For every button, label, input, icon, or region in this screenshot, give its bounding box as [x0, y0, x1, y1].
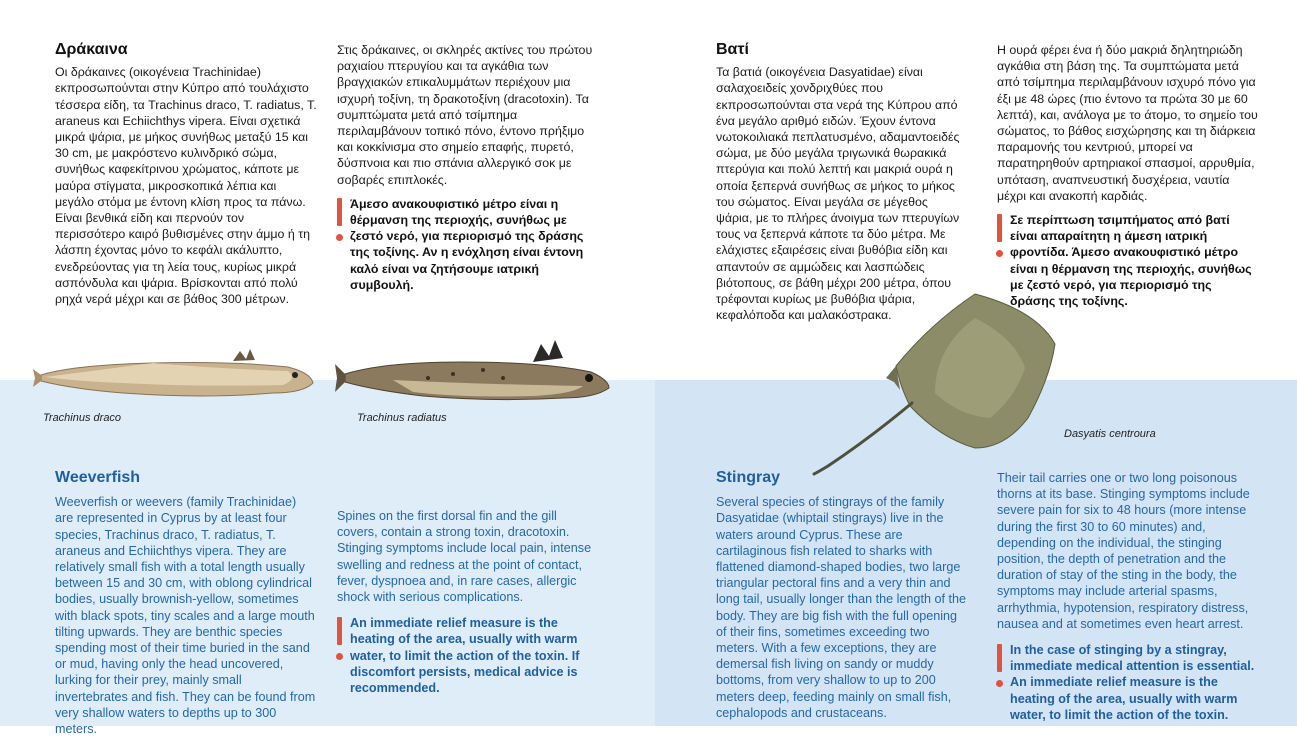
callout-bar — [337, 198, 342, 226]
weever-greek-paragraph-1: Οι δράκαινες (οικογένεια Trachinidae) εκπροσωπούνται στην Κύπρο από τουλάχιστο τέσσερα είδη, τα Trachinus draco, T. radiatus, T. araneus και Echiichthys vipera. Είναι σχετικά μικρά ψάρια, με μήκος συνήθως μεταξύ 15 και 30 cm, με μακρόστενο κυλινδρικό σώμα, συνήθως καφεκίτρινου χρώματος, κάποτε με μαύρα στίγματα, μικροσκοπικά λέπια και μεγάλο στόμα με έντονη κλίση προς τα πάνω. Είναι βενθικά είδη και περνούν τον περισσότερο καιρό βυθισμένες στην άμμο ή τη λάσπη έχοντας μόνο το κεφάλι ακάλυπτο, ενεδρεύοντας για τη λεία τους, κυρίως μικρά ασπόνδυλα και ψάρια. Βρίσκονται από πολύ ρηχά νερά μέχρι και σε βάθος 300 μέτρων. — [55, 65, 317, 307]
stingray-greek-column-1 — [716, 42, 964, 329]
weever-english-callout-text: An immediate relief measure is the heating of the area, usually with warm water, to limit the action of the toxin. If discomfort persists, medical advice is recommended. — [350, 616, 580, 696]
stingray-english-column-2 — [997, 470, 1259, 723]
stingray-english-callout — [997, 642, 1259, 723]
weever-greek-title: Δράκαινα — [55, 41, 128, 58]
weever-english-column-2 — [337, 508, 599, 696]
stingray-greek-callout-text: Σε περίπτωση τσιμπήματος από βατί είναι απαραίτητη η άμεση ιατρική φροντίδα. Άμεσο ανακουφιστικό μέτρο είναι η θέρμανση της περιοχής, συνήθως με ζεστό νερό, για περιορισμό της δράσης της τοξίνης. — [1010, 213, 1252, 309]
callout-dot — [996, 680, 1003, 687]
callout-dot — [996, 250, 1003, 257]
trachinus-draco-image — [33, 345, 318, 410]
stingray-english-paragraph-2: Their tail carries one or two long poisonous thorns at its base. Stinging symptoms include severe pain for six to 48 hours (more intense during the first 30 to 60 minutes) and, depending on the individual, the stinging position, the depth of penetration and the duration of stay of the sting in the body, the symptoms may include arterial spasms, arrhythmia, hypotension, respiratory distress, nausea and at sometimes even heart arrest. — [997, 471, 1250, 631]
trachinus-radiatus-image — [333, 336, 613, 416]
caption-trachinus-draco: Trachinus draco — [43, 412, 122, 424]
weever-english-paragraph-1: Weeverfish or weevers (family Trachinidae) are represented in Cyprus by at least four species, Trachinus draco, T. radiatus, T. araneus and Echiichthys vipera. They are relatively small fish with a total length usually between 15 and 30 cm, with oblong cylindrical bodies, usually brownish-yellow, sometimes with black spots, tiny scales and a large mouth tilting upwards. They are benthic species spending most of their time buried in the sand or mud, having only the head uncovered, lurking for their prey, mainly small invertebrates and fish. They can be found from very shallow waters to depths up to 300 meters. — [55, 495, 316, 737]
callout-bar — [337, 617, 342, 645]
stingray-greek-paragraph-2: Η ουρά φέρει ένα ή δύο μακριά δηλητηριώδη αγκάθια στη βάση της. Τα συμπτώματα μετά από τσίμπημα περιλαμβάνουν ισχυρό πόνο για έξι με 48 ώρες (πιο έντονο τα πρώτα 30 με 60 λεπτά), και, ανάλογα με το άτομο, το σημείο του σώματος, το βάθος εισχώρησης και τη διάρκεια παραμονής του κεντριού, μπορεί να παρατηρηθούν αρτηριακοί σπασμοί, αρρυθμία, υπόταση, αναπνευστική δυσχέρεια, ναυτία μέχρι και ανακοπή καρδιάς. — [997, 43, 1258, 203]
callout-bar — [997, 214, 1002, 242]
stingray-greek-column-2 — [997, 42, 1259, 309]
callout-dot — [336, 234, 343, 241]
dasyatis-centroura-image — [800, 288, 1062, 488]
stingray-greek-title: Βατί — [716, 41, 749, 58]
stingray-english-column-1 — [716, 470, 968, 727]
stingray-english-title: Stingray — [716, 469, 781, 486]
weever-greek-callout — [337, 196, 597, 293]
callout-dot — [336, 653, 343, 660]
weever-english-title: Weeverfish — [55, 469, 141, 486]
stingray-english-paragraph-1: Several species of stingrays of the family Dasyatidae (whiptail stingrays) live in the waters around Cyprus. These are cartilaginous fish related to sharks with flattened diamond-shaped bodies, two large triangular pectoral fins and a very thin and long tail, usually longer than the length of the body. They are big fish with the full opening of their fins, sometimes exceeding two meters. With a few exceptions, they are demersal fish living on sandy or muddy bottoms, from very shallow to up to 200 meters deep, feeding mainly on small fish, cephalopods and crustaceans. — [716, 495, 966, 720]
weever-greek-column-2 — [337, 42, 597, 293]
stingray-greek-paragraph-1: Τα βατιά (οικογένεια Dasyatidae) είναι σαλαχοειδείς χονδριχθύες που εκπροσωπούνται στα νερά της Κύπρου από ένα μεγάλο αριθμό ειδών. Έχουν έντονα νωτοκοιλιακά πεπλατυσμένο, αδαμαντοειδές σώμα, με δύο μεγάλα τριγωνικά θωρακικά πτερύγια και πολύ λεπτή και μακριά ουρά η οποία ξεπερνά συνήθως σε μήκος το μήκος του σώματος. Είναι μεγάλα σε μέγεθος ψάρια, με το πλήρες άνοιγμα των πτερυγίων τους να ξεπερνά κάποτε τα δύο μέτρα. Με ελάχιστες εξαιρέσεις είναι βυθόβια είδη και απαντούν σε αμμώδεις και λασπώδεις βιότοπους, σε βάθη μέχρι 200 μέτρα, όπου τρέφονται κυρίως με βυθόβια ψάρια, κεφαλόποδα και μαλακόστρακα. — [716, 65, 960, 323]
weever-greek-callout-text: Άμεσο ανακουφιστικό μέτρο είναι η θέρμανση της περιοχής, συνήθως με ζεστό νερό, για περιορισμό της δράσης της τοξίνης. Αν η ενόχληση είναι έντονη καλό είναι να ζητήσουμε ιατρική συμβουλή. — [350, 196, 584, 292]
weever-greek-paragraph-2: Στις δράκαινες, οι σκληρές ακτίνες του πρώτου ραχιαίου πτερυγίου και τα αγκάθια των βραγχιακών επικαλυμμάτων περιέχουν μια ισχυρή τοξίνη, τη δρακοτοξίνη (dracotoxin). Τα συμπτώματα μετά από τσίμπημα περιλαμβάνουν τοπικό πόνο, έντονο πρήξιμο και κοκκίνισμα στο σημείο επαφής, πυρετό, δύσπνοια και πιο σπάνια αλλεργικό σοκ με σοβαρές επιπλοκές. — [337, 43, 593, 187]
weever-english-paragraph-2: Spines on the first dorsal fin and the gill covers, contain a strong toxin, dracotoxin. Stinging symptoms include local pain, intense swelling and redness at the point of contact, fever, dyspnoea and, in rare cases, allergic shock with serious complications. — [337, 509, 592, 605]
caption-dasyatis-centroura: Dasyatis centroura — [1064, 428, 1156, 440]
callout-bar — [997, 644, 1002, 672]
weever-greek-column-1 — [55, 42, 317, 313]
weever-english-callout — [337, 615, 599, 696]
caption-trachinus-radiatus: Trachinus radiatus — [357, 412, 447, 424]
stingray-english-callout-text: In the case of stinging by a stingray, immediate medical attention is essential. An immediate relief measure is the heating of the area, usually with warm water, to limit the action of the toxin. — [1010, 643, 1255, 722]
weever-english-column-1 — [55, 470, 317, 743]
